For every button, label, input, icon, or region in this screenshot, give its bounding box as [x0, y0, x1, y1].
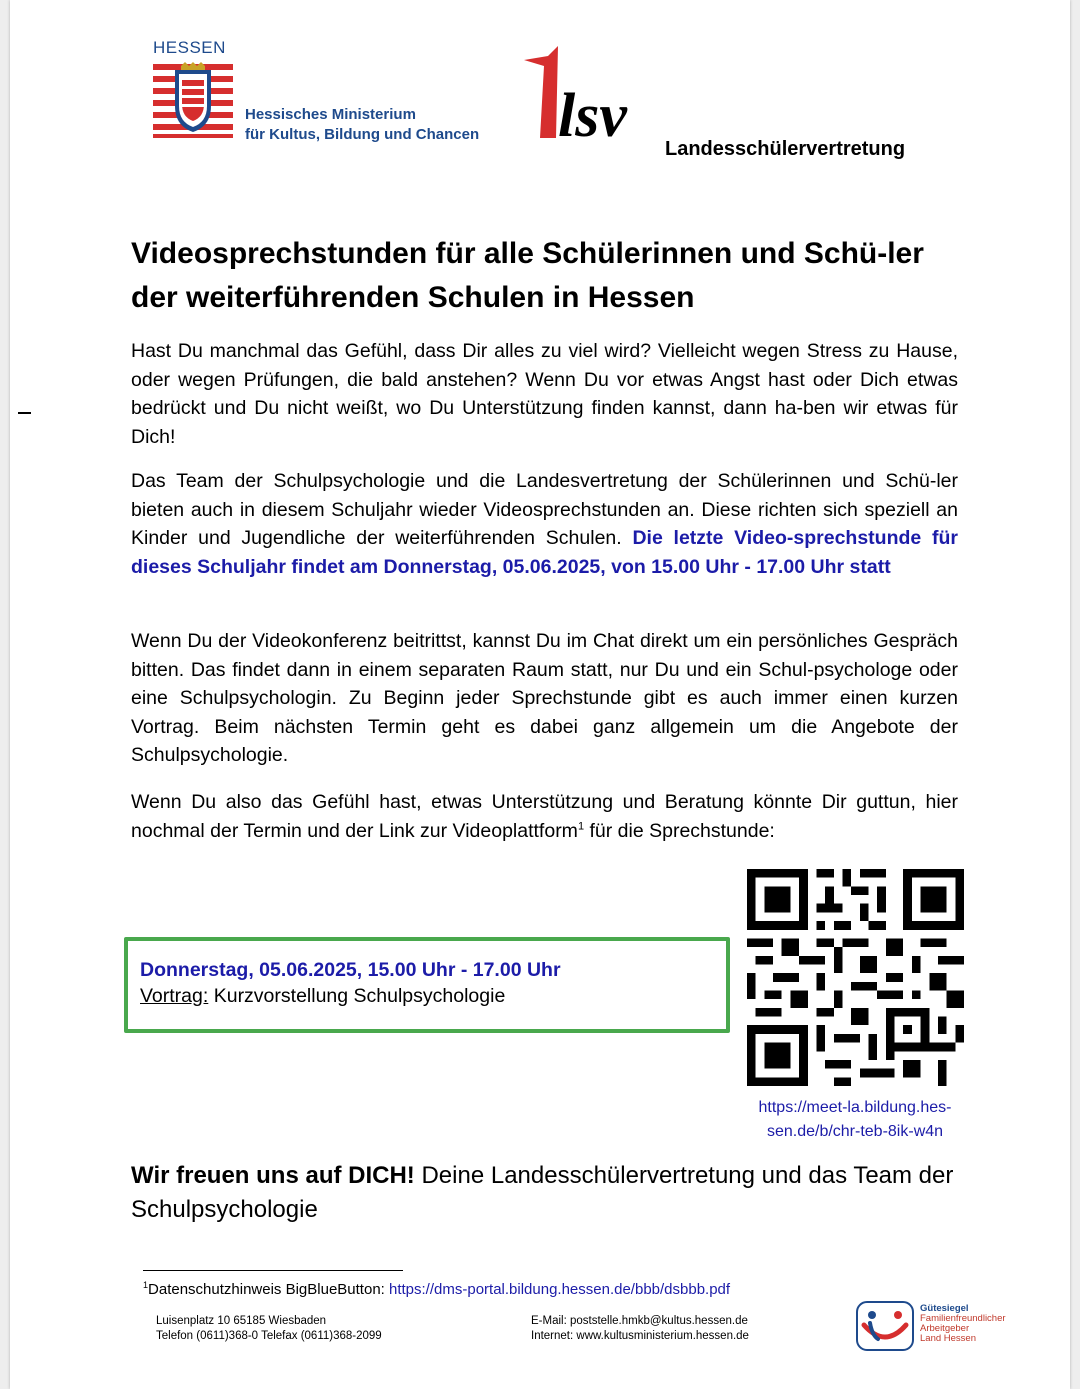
footnote-text: Datenschutzhinweis BigBlueButton: [148, 1281, 389, 1298]
ministry-line-2: für Kultus, Bildung und Chancen [245, 126, 480, 143]
footnote-marker: 1 [577, 820, 585, 833]
talk-topic: Kurzvorstellung Schulpsychologie [208, 985, 506, 1007]
link-line-1[interactable]: https://meet-la.bildung.hes- [758, 1099, 952, 1116]
video-platform-link[interactable] [730, 1096, 980, 1144]
document-page [10, 0, 1070, 1389]
lsv-logo-icon [522, 42, 662, 142]
ministry-line-1: Hessisches Ministerium [245, 106, 416, 123]
footnote-number: 1 [143, 1280, 149, 1290]
address-line: Luisenplatz 10 65185 Wiesbaden [156, 1315, 327, 1327]
email-line[interactable]: E-Mail: poststelle.hmkb@kultus.hessen.de [531, 1315, 748, 1327]
event-talk [140, 985, 505, 1008]
link-paragraph-tail: für die Sprechstunde: [584, 819, 775, 842]
footer-address [156, 1314, 382, 1344]
link-paragraph [131, 788, 958, 845]
seal-line-2: Familienfreundlicher [920, 1313, 1006, 1324]
seal-line-1: Gütesiegel [920, 1303, 969, 1314]
ministry-name [245, 105, 479, 145]
talk-label: Vortrag: [140, 985, 209, 1007]
last-session-highlight: Die letzte Video-sprechstunde für dieses Schuljahr findet am Donnerstag, 05.06.2025, von 15.00 Uhr - 17.00 Uhr statt [131, 527, 958, 578]
event-box [124, 937, 730, 1033]
closing-rest: Deine Landesschülervertretung und das Team der Schulpsychologie [131, 1162, 954, 1223]
closing-bold: Wir freuen uns auf DICH! [131, 1162, 415, 1189]
seal-line-4: Land Hessen [920, 1333, 976, 1344]
hessen-wordmark: HESSEN [153, 38, 226, 57]
phone-line: Telefon (0611)368-0 Telefax (0611)368-2099 [156, 1330, 382, 1342]
intro-paragraph: Hast Du manchmal das Gefühl, dass Dir alles zu viel wird? Vielleicht wegen Stress zu Hause, oder wegen Prüfungen, die bald anstehen? Wenn Du vor etwas Angst hast oder Dich etwas bedrückt und Du nicht weißt, wo Du Unterstützung finden kannst, dann ha-ben wir etwas für Dich! [131, 340, 958, 448]
internet-line[interactable]: Internet: www.kultusministerium.hessen.de [531, 1330, 749, 1342]
footnote [143, 1281, 730, 1298]
seal-line-3: Arbeitgeber [920, 1323, 970, 1334]
page-title: Videosprechstunden für alle Schülerinnen und Schü-ler der weiterführenden Schulen in Hessen [131, 237, 924, 314]
seal-caption [920, 1304, 1006, 1344]
conference-paragraph: Wenn Du der Videokonferenz beitrittst, kannst Du im Chat direkt um ein persönliches Gespräch bitten. Das findet dann in einem separaten Raum statt, nur Du und ein Schul-psychologe oder eine Schulpsychologin. Zu Beginn jeder Sprechstunde gibt es auch immer einen kurzen Vortrag. Beim nächsten Termin geht es dabei ganz allgemein um die Angebote der Schulpsychologie. [131, 630, 958, 767]
qr-code-icon[interactable] [747, 869, 964, 1086]
footnote-divider [143, 1270, 403, 1271]
hessen-coat-of-arms-icon [153, 62, 233, 138]
privacy-link[interactable]: https://dms-portal.bildung.hessen.de/bbb/dsbbb.pdf [389, 1281, 731, 1298]
link-paragraph-text: Wenn Du also das Gefühl hast, etwas Unterstützung und Beratung könnte Dir guttun, hier nochmal der Termin und der Link zur Videoplattform [131, 791, 958, 842]
closing-text [131, 1159, 961, 1227]
footer-contact [531, 1314, 749, 1344]
team-paragraph-text: Das Team der Schulpsychologie und die Landesvertretung der Schülerinnen und Schü-ler bieten auch in diesem Schuljahr wieder Videosprechstunden an. Diese richten sich speziell an Kinder und Jugendliche der weiterführenden Schulen. [131, 470, 958, 550]
event-date: Donnerstag, 05.06.2025, 15.00 Uhr - 17.00 Uhr [140, 959, 561, 981]
team-paragraph [131, 467, 958, 581]
family-friendly-seal-icon [856, 1301, 914, 1351]
lsv-caption: Landesschülervertretung [665, 138, 906, 160]
svg-text:lsv: lsv [558, 82, 627, 142]
margin-mark [18, 412, 31, 414]
link-line-2[interactable]: sen.de/b/chr-teb-8ik-w4n [766, 1123, 944, 1140]
